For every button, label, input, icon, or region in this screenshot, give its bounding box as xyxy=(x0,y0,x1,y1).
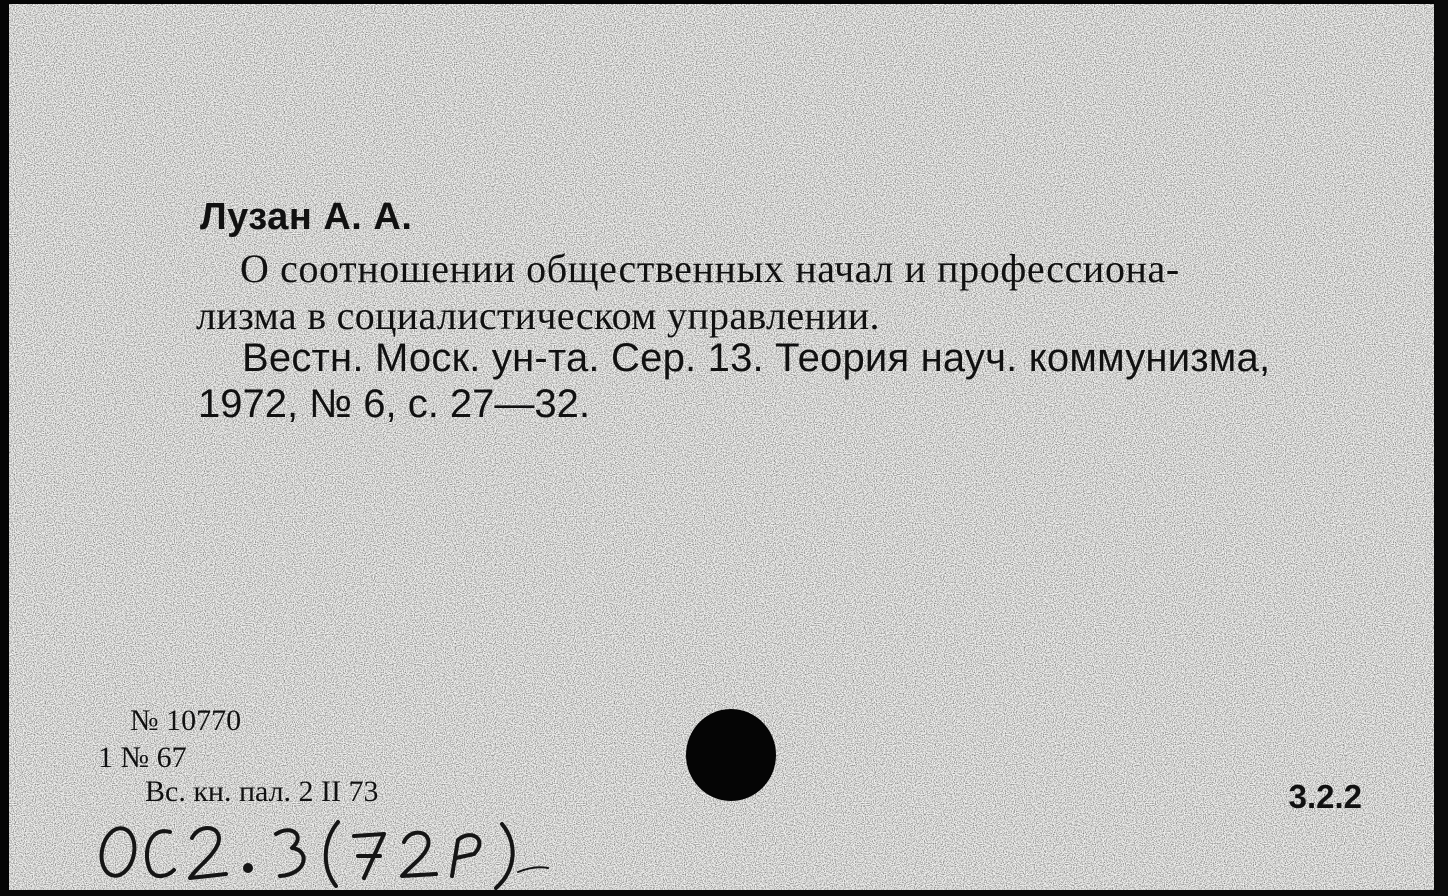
title-line-1: О соотношении общественных начал и профессиона- xyxy=(240,246,1180,291)
source-line-2: 1972, № 6, с. 27—32. xyxy=(198,382,591,426)
card-edge-left xyxy=(0,0,9,896)
issue-number: 1 № 67 xyxy=(98,741,187,774)
author-heading: Лузан А. А. xyxy=(200,196,413,238)
book-chamber-note: Вс. кн. пал. 2 II 73 xyxy=(145,775,379,808)
title-line-2: лизма в социалистическом управлении. xyxy=(196,293,880,338)
record-number: № 10770 xyxy=(130,704,242,737)
punch-hole xyxy=(686,709,776,801)
classification-code: 3.2.2 xyxy=(1288,778,1362,815)
handwritten-shelfmark xyxy=(92,812,552,892)
card-edge-right xyxy=(1434,0,1448,896)
source-line-1: Вестн. Моск. ун-та. Сер. 13. Теория науч. коммунизма, xyxy=(242,336,1271,380)
card-edge-top xyxy=(0,0,1448,4)
